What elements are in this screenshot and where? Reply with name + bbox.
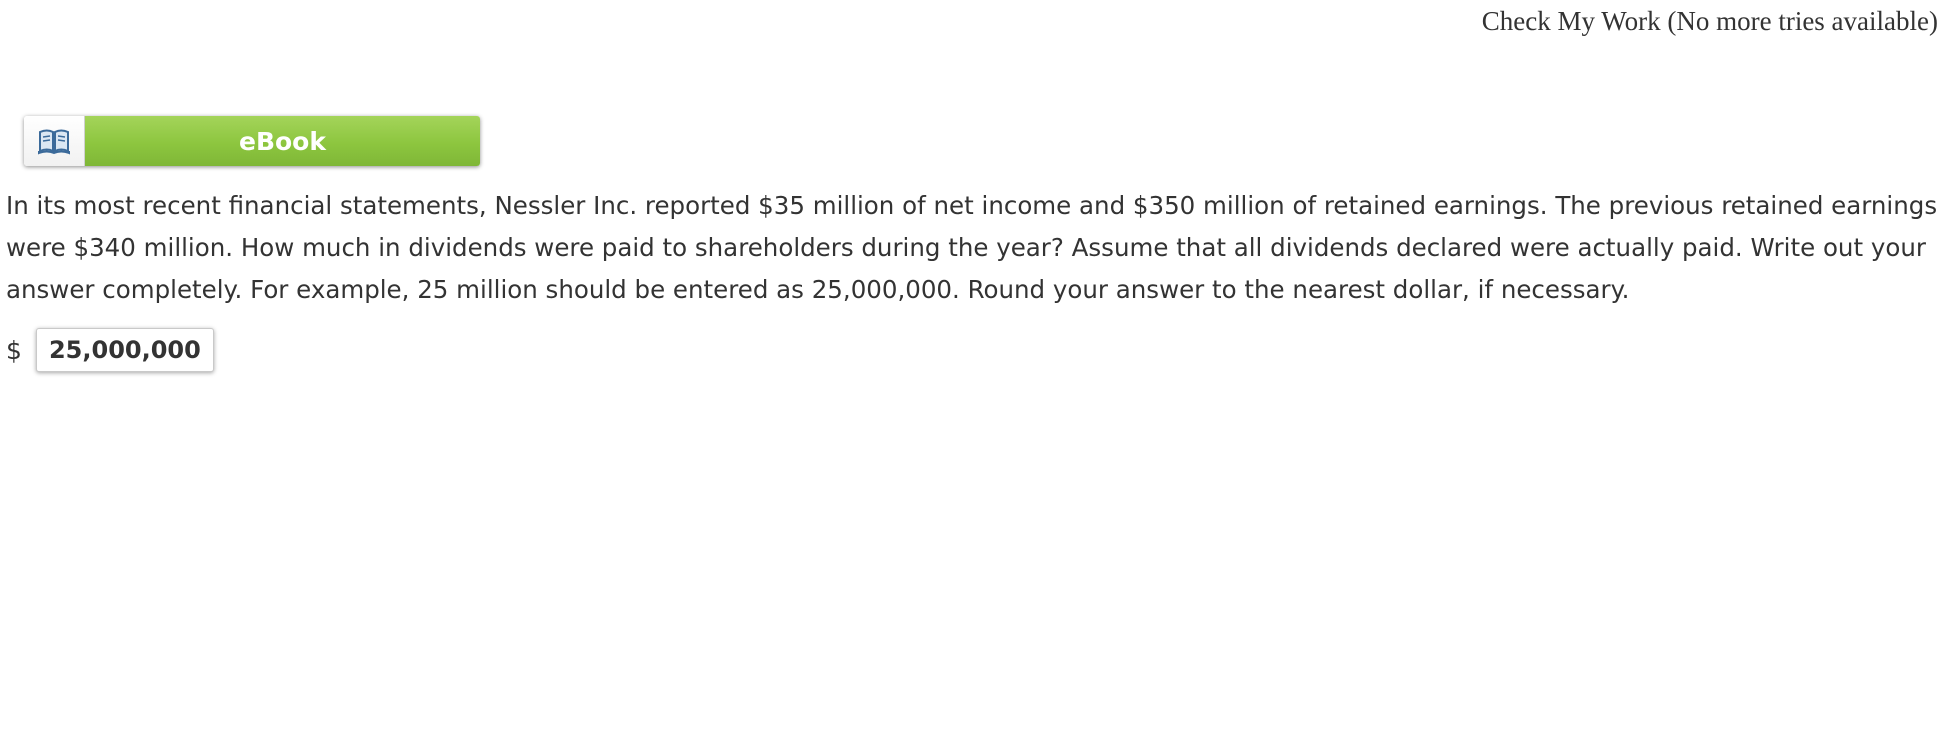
answer-row	[6, 328, 214, 372]
answer-input[interactable]: 25,000,000	[36, 328, 214, 372]
ebook-button[interactable]	[24, 116, 480, 166]
question-text: In its most recent financial statements, Nessler Inc. reported $35 million of net income and $350 million of retained earnings. The previous retained earnings were $340 million. How much in dividends were paid to shareholders during the year? Assume that all dividends declared were actually paid. Write out your answer completely. For example, 25 million should be entered as 25,000,000. Round your answer to the nearest dollar, if necessary.	[6, 191, 1938, 304]
book-icon	[37, 127, 71, 155]
check-my-work-link[interactable]: Check My Work (No more tries available)	[1481, 6, 1938, 36]
ebook-label: eBook	[85, 116, 480, 166]
currency-symbol: $	[6, 335, 22, 365]
ebook-icon-box	[24, 116, 85, 166]
